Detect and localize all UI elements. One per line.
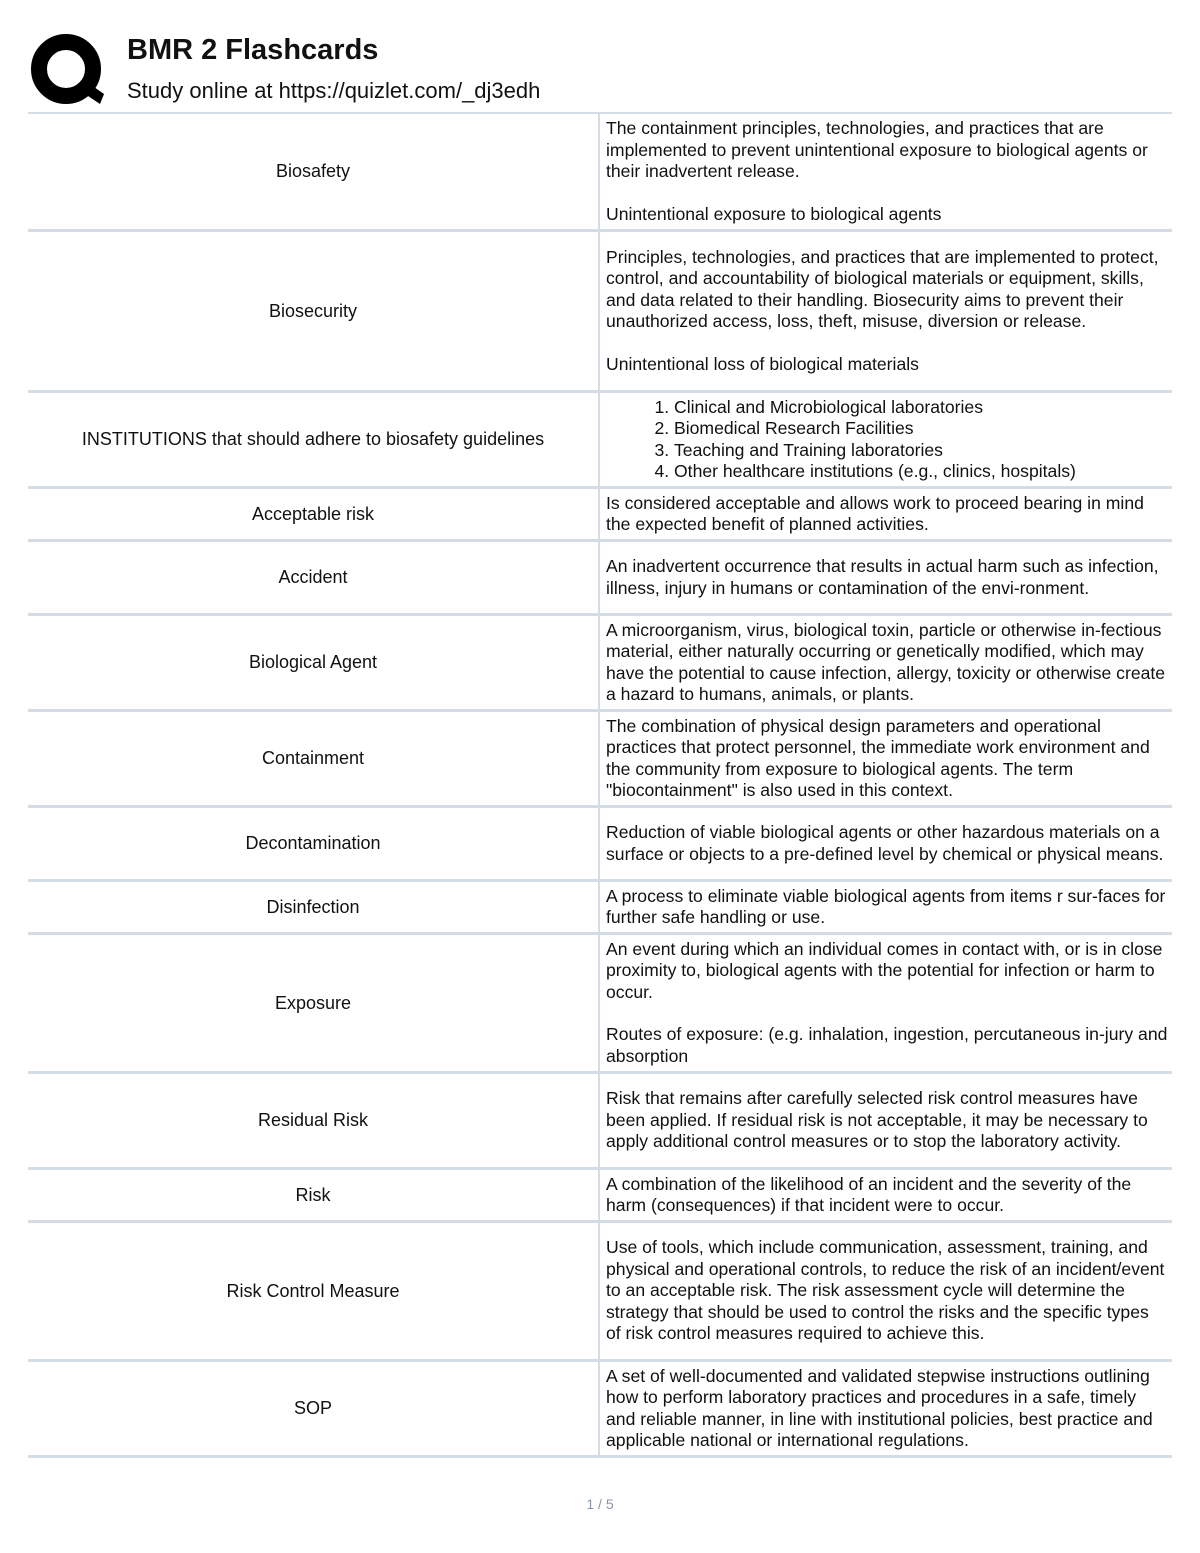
card-definition [598,232,1172,390]
flashcard-row [28,808,1172,882]
list-item: 1. Clinical and Microbiological laboratories [674,397,1168,419]
flashcard-row [28,393,1172,489]
flashcard-row [28,882,1172,935]
flashcard-row [28,1223,1172,1362]
list-item: 3. Teaching and Training laboratories [674,440,1168,462]
card-term: Containment [261,748,365,768]
card-definition [598,935,1172,1071]
flashcard-row [28,489,1172,542]
flashcard-row [28,1362,1172,1458]
page-title: BMR 2 Flashcards [127,34,379,66]
study-link[interactable]: Study online at https://quizlet.com/_dj3edh [127,78,541,103]
card-definition [598,616,1172,709]
card-definition [598,393,1172,486]
card-definition [598,1074,1172,1167]
quizlet-logo-icon [30,32,106,108]
card-term: Decontamination [245,833,381,853]
flashcard-row [28,1170,1172,1223]
card-definition [598,542,1172,613]
definition-note: Routes of exposure: (e.g. inhalation, ingestion, percutaneous in-jury and absorption [606,1024,1168,1066]
card-term: Biological Agent [248,652,378,672]
page-number: 1 / 5 [586,1496,614,1512]
definition-text: Principles, technologies, and practices that are implemented to protect, control, and accountability of biological materials or equipment, skills, and data related to their handling. Biosecurity aims to prevent their unauthorized access, loss, theft, misuse, diversion or release. [606,246,1159,332]
card-definition [598,489,1172,539]
definition-text: The combination of physical design parameters and operational practices that protect personnel, the immediate work environment and the community from exposure to biological agents. The term "biocontainment" is also used in this context. [606,715,1150,800]
card-term: Biosecurity [268,300,358,321]
card-definition [598,1362,1172,1455]
card-term: Risk Control Measure [226,1280,400,1301]
flashcard-row [28,935,1172,1074]
flashcard-row [28,712,1172,808]
definition-text: An event during which an individual comes in contact with, or is in close proximity to, biological agents with the potential for infection or harm to occur. [606,938,1163,1002]
card-definition [598,808,1172,879]
definition-text: Risk that remains after carefully selected risk control measures have been applied. If residual risk is not acceptable, it may be necessary to apply additional control measures or to stop the laboratory activity. [606,1088,1148,1152]
definition-text: A combination of the likelihood of an incident and the severity of the harm (consequences) if that incident were to occur. [606,1173,1132,1215]
definition-text: Reduction of viable biological agents or other hazardous materials on a surface or objects to a pre-defined level by chemical or physical means. [606,822,1164,864]
card-term: Biosafety [275,161,351,181]
definition-text: Is considered acceptable and allows work to proceed bearing in mind the expected benefit of planned activities. [606,492,1144,534]
definition-note: Unintentional loss of biological materials [606,353,919,374]
definition-text: A microorganism, virus, biological toxin, particle or otherwise in-fectious material, either naturally occurring or genetically modified, which may have the potential to cause infection, allergy, toxicity or otherwise create a hazard to humans, animals, or plants. [606,619,1166,704]
institutions-list [606,397,1168,483]
card-term: Residual Risk [257,1110,369,1130]
card-definition [598,712,1172,805]
flashcard-row [28,616,1172,712]
card-term: INSTITUTIONS that should adhere to biosafety guidelines [81,429,545,449]
flashcard-row [28,114,1172,232]
definition-text: Use of tools, which include communication, assessment, training, and physical and operational controls, to reduce the risk of an incident/event to an acceptable risk. The risk assessment cycle will determine the strategy that should be used to control the risks and the specific types of risk control measures required to achieve this. [606,1237,1165,1344]
list-item: 4. Other healthcare institutions (e.g., clinics, hospitals) [674,461,1168,483]
card-definition [598,1170,1172,1220]
definition-text: A process to eliminate viable biological agents from items r sur-faces for further safe handling or use. [606,885,1166,927]
definition-text: A set of well-documented and validated stepwise instructions outlining how to perform laboratory practices and procedures in a safe, timely and reliable manner, in line with institutional policies, best practice and applicable national or international regulations. [606,1365,1153,1450]
flashcard-row [28,1074,1172,1170]
definition-text: The containment principles, technologies, and practices that are implemented to prevent unintentional exposure to biological agents or their inadvertent release. [606,118,1148,181]
card-term: Disinfection [266,896,360,917]
card-definition [598,114,1172,229]
list-item: 2. Biomedical Research Facilities [674,418,1168,440]
definition-text: An inadvertent occurrence that results in actual harm such as infection, illness, injury in humans or contamination of the envi-ronment. [606,556,1159,598]
card-term: SOP [293,1398,332,1418]
card-term: Risk [295,1184,331,1205]
card-definition [598,882,1172,932]
flashcard-row [28,232,1172,393]
card-term: Exposure [274,992,352,1013]
definition-note: Unintentional exposure to biological agents [606,203,942,224]
card-term: Acceptable risk [251,503,375,524]
card-term: Accident [278,567,348,587]
card-definition [598,1223,1172,1359]
page-header [30,28,1180,108]
flashcard-row [28,542,1172,616]
flashcard-table [28,112,1172,1458]
